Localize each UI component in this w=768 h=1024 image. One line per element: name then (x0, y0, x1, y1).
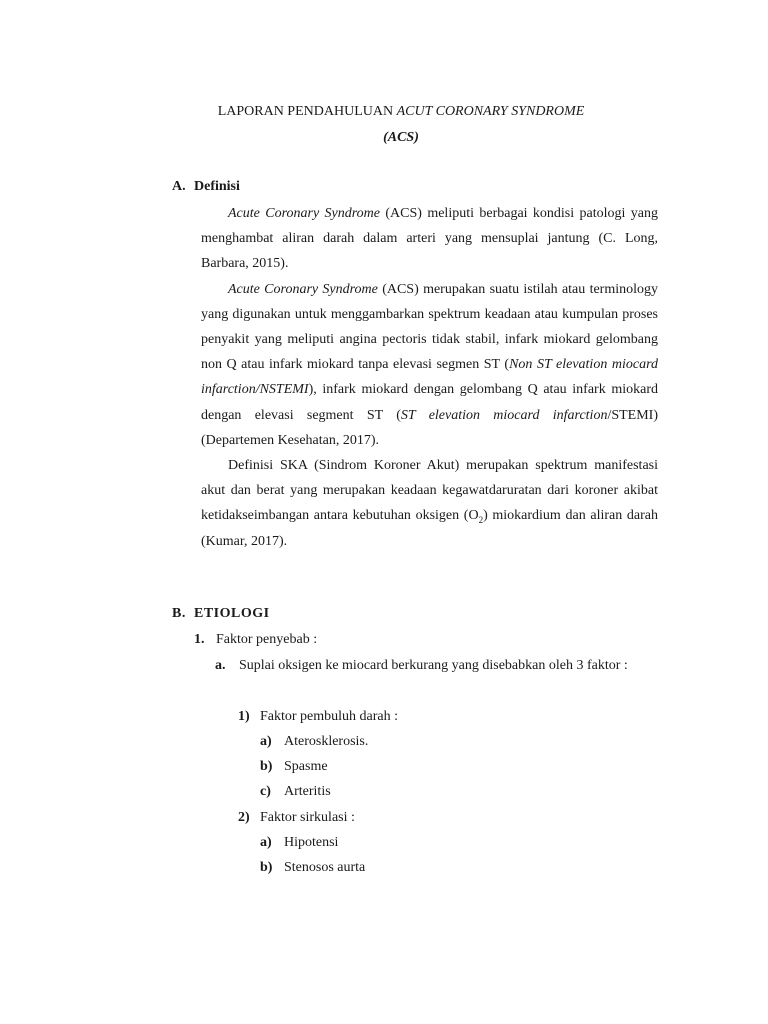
section-b-title: ETIOLOGI (194, 606, 270, 621)
list-item-a-text: Suplai oksigen ke miocard berkurang yang disebabkan oleh 3 faktor : (239, 658, 628, 673)
list-item-text: Stenosos aurta (284, 860, 366, 875)
p3-text-b: ) miokardium dan aliran darah (Kumar, 2017). (201, 508, 658, 549)
p3-text-a: Definisi SKA (Sindrom Koroner Akut) merupakan spektrum manifestasi akut dan berat yang merupakan keadaan kegawatdaruratan dari koroner akibat ketidakseimbangan antara kebutuhan oksigen (O (201, 458, 658, 524)
p2-italic: Acute Coronary Syndrome (228, 281, 378, 297)
list-marker: b) (260, 759, 273, 774)
p2-text-e: /STEMI) (Departemen Kesehatan, 2017). (201, 407, 659, 448)
list-item-text: Faktor pembuluh darah : (260, 709, 399, 724)
section-b-heading (172, 603, 270, 625)
list-item-text: Arteritis (284, 784, 331, 799)
list-item-text: Aterosklerosis. (284, 734, 369, 749)
p2-italic-b: Non ST elevation miocard infarction/NSTEMI (201, 357, 659, 398)
list-marker: 2) (238, 810, 250, 825)
list-item-text: Hipotensi (284, 835, 339, 850)
p2-text-c: ), infark miokard dengan gelombang Q atau infark miokard dengan elevasi segment ST ( (201, 382, 658, 423)
definition-paragraph-3 (201, 453, 658, 554)
list-marker: c) (260, 784, 271, 799)
list-marker: 1. (194, 632, 205, 647)
title-abbreviation: (ACS) (383, 130, 419, 145)
title-main: LAPORAN PENDAHULUAN (217, 104, 397, 119)
definition-paragraph-1 (201, 201, 658, 277)
section-a-body (201, 201, 658, 554)
p2-italic-d: ST elevation miocard infarction (400, 407, 608, 423)
list-item-text: Faktor sirkulasi : (260, 810, 355, 825)
section-b-marker: B. (172, 606, 186, 621)
list-marker: a. (215, 658, 226, 673)
p1-italic: Acute Coronary Syndrome (228, 206, 381, 221)
p1-text: (ACS) meliputi berbagai kondisi patologi yang menghambat aliran darah dalam arteri yang mensuplai jantung (C. Long, Barbara, 2015). (201, 206, 658, 272)
document-title (0, 101, 768, 123)
title-italic: ACUT CORONARY SYNDROME (396, 104, 585, 119)
list-item-text: Faktor penyebab : (216, 632, 318, 647)
list-marker: a) (260, 835, 272, 850)
list-marker: b) (260, 860, 273, 875)
list-item-text: Spasme (284, 759, 328, 774)
section-a-heading (172, 176, 240, 198)
p2-text-a: (ACS) merupakan suatu istilah atau terminology yang digunakan untuk menggambarkan spektrum keadaan atau kumpulan proses penyakit yang meliputi angina pectoris tidak stabil, infark miokard gelombang non Q atau infark miokard tanpa elevasi segmen ST ( (201, 281, 659, 373)
definition-paragraph-2 (201, 277, 658, 453)
list-marker: a) (260, 734, 272, 749)
section-a-title: Definisi (194, 179, 240, 194)
section-a-marker: A. (172, 179, 186, 194)
list-marker: 1) (238, 709, 250, 724)
p3-subscript: 2 (478, 515, 484, 526)
